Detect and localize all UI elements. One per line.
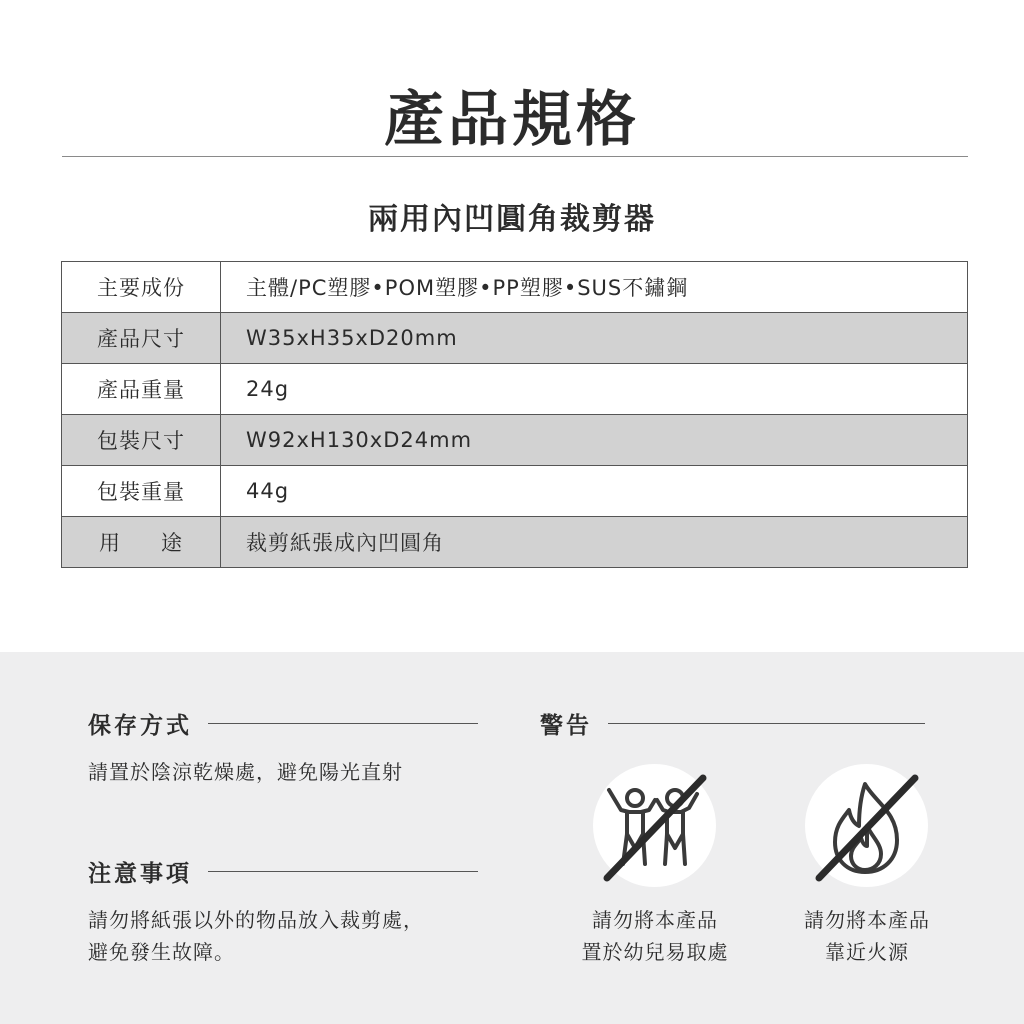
spec-label: 產品尺寸	[62, 313, 221, 364]
spec-value: 裁剪紙張成內凹圓角	[221, 517, 968, 568]
notes-line: 避免發生故障。	[88, 940, 235, 964]
spec-value: 44g	[221, 466, 968, 517]
spec-label-part: 用	[99, 531, 121, 555]
spec-value: 主體/PC塑膠•POM塑膠•PP塑膠•SUS不鏽鋼	[246, 276, 689, 300]
spec-label: 產品重量	[62, 364, 221, 415]
spec-value: W35xH35xD20mm	[221, 313, 968, 364]
heading-rule	[608, 723, 925, 724]
table-row	[62, 415, 968, 466]
heading-rule	[208, 723, 478, 724]
warning-caption-line: 請勿將本產品	[592, 908, 718, 932]
storage-heading-label: 保存方式	[88, 713, 192, 739]
page-title: 產品規格	[384, 85, 640, 155]
notes-heading	[88, 855, 478, 888]
no-fire-icon	[805, 764, 928, 887]
table-row	[62, 364, 968, 415]
warning-caption	[555, 904, 755, 968]
warning-caption-line: 靠近火源	[825, 940, 909, 964]
product-name: 兩用內凹圓角裁剪器	[368, 202, 656, 237]
info-panel	[0, 652, 1024, 1024]
spec-label: 包裝重量	[62, 466, 221, 517]
no-children-icon	[593, 764, 716, 887]
storage-text: 請置於陰涼乾燥處，避免陽光直射	[88, 760, 403, 784]
table-row	[62, 262, 968, 313]
spec-label	[62, 517, 221, 568]
heading-rule	[208, 871, 478, 872]
spec-value: 24g	[221, 364, 968, 415]
notes-heading-label: 注意事項	[88, 861, 192, 887]
warning-caption-line: 置於幼兒易取處	[581, 940, 729, 964]
table-row	[62, 517, 968, 568]
title-divider	[62, 156, 968, 157]
spec-value: W92xH130xD24mm	[221, 415, 968, 466]
warning-caption-line: 請勿將本產品	[804, 908, 930, 932]
table-row	[62, 313, 968, 364]
spec-label: 主要成份	[62, 262, 221, 313]
table-row	[62, 466, 968, 517]
storage-heading	[88, 707, 478, 740]
spec-table	[61, 261, 968, 568]
spec-label: 包裝尺寸	[62, 415, 221, 466]
notes-line: 請勿將紙張以外的物品放入裁剪處，	[88, 908, 424, 932]
spec-label-part: 途	[161, 531, 183, 555]
notes-text	[88, 904, 424, 968]
warning-heading	[540, 707, 925, 740]
warning-heading-label: 警告	[540, 713, 592, 739]
warning-caption	[767, 904, 967, 968]
